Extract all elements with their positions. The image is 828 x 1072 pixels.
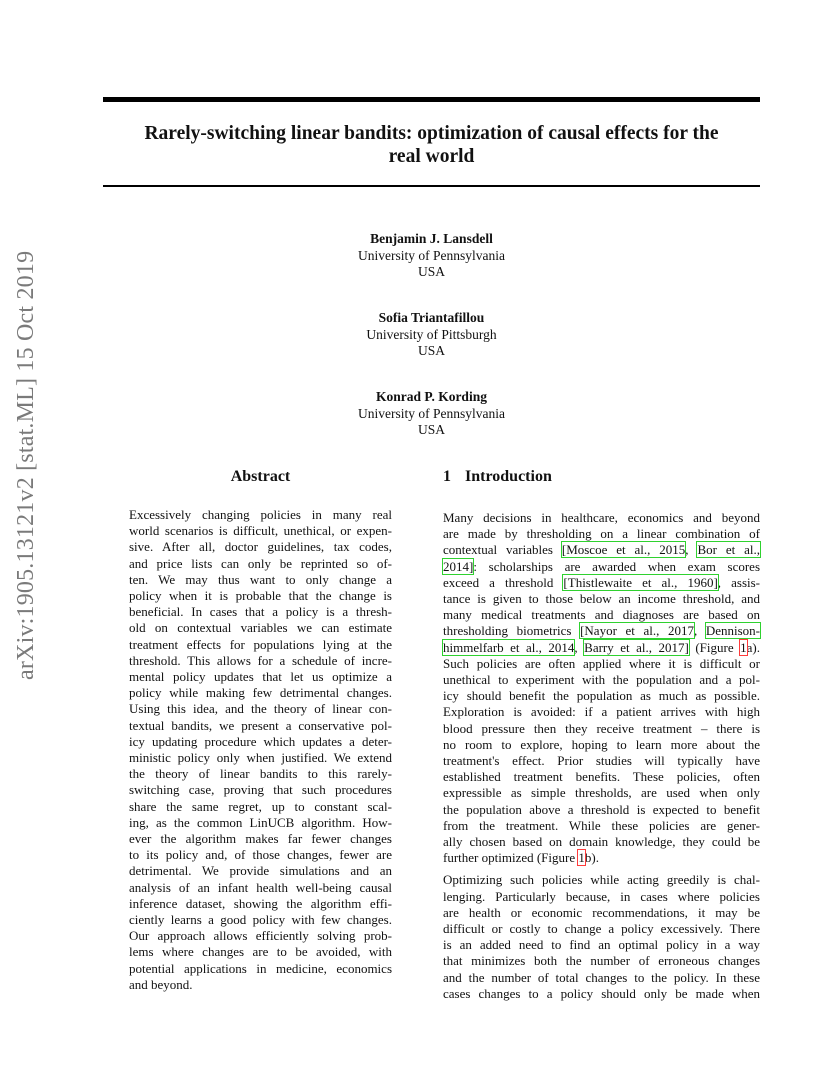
intro-line: lenging. Particularly because, in cases where policies bbox=[443, 888, 760, 904]
abstract-line: Our approach allows efficiently solving prob- bbox=[129, 928, 392, 944]
abstract-line: and beyond. bbox=[129, 976, 193, 992]
abstract-line: the theory of linear bandits to this rarely- bbox=[129, 766, 392, 782]
intro-line: thresholding biometrics [Nayor et al., 2017, Dennison- bbox=[443, 623, 760, 639]
intro-line: further optimized (Figure 1b). bbox=[443, 850, 599, 866]
abstract-line: threshold. This allows for a schedule of incre- bbox=[129, 652, 392, 668]
abstract-line: treatment effects for populations lying at the bbox=[129, 636, 392, 652]
citation-link[interactable]: Bor et al., bbox=[697, 542, 761, 558]
abstract-line: ciently learns a good policy with few changes. bbox=[129, 912, 392, 928]
introduction-body bbox=[443, 510, 760, 1008]
abstract-line: potential applications in medicine, economics bbox=[129, 960, 392, 976]
abstract-line: ten. We may thus want to only change a bbox=[129, 571, 392, 587]
citation-link[interactable]: [Nayor et al., 2017 bbox=[580, 623, 694, 639]
abstract-line: analysis of an infant health well-being causal bbox=[129, 879, 392, 895]
intro-line: 2014]: scholarships are awarded when exam scores bbox=[443, 558, 760, 574]
intro-line: tance is given to those below an income threshold, and bbox=[443, 591, 760, 607]
intro-paragraph bbox=[443, 872, 760, 1002]
author-block bbox=[103, 231, 760, 281]
intro-line: Exploration is avoided: if a patient arrives with high bbox=[443, 704, 760, 720]
intro-line: Many decisions in healthcare, economics and beyond bbox=[443, 510, 760, 525]
author-name: Konrad P. Kording bbox=[376, 389, 487, 404]
intro-line: are made by thresholding on a linear combination of bbox=[443, 526, 760, 542]
intro-line: expressible as simple thresholds, are used when only bbox=[443, 785, 760, 801]
title-rule-top bbox=[103, 97, 760, 102]
figure-ref-link[interactable]: 1 bbox=[740, 639, 747, 655]
abstract-line: ever the algorithm makes far fewer changes bbox=[129, 831, 392, 847]
citation-link[interactable]: himmelfarb et al., 2014 bbox=[443, 639, 575, 655]
abstract-line: policy when it is probable that the change is bbox=[129, 588, 392, 604]
abstract-line: share the same regret, up to constant scal- bbox=[129, 798, 392, 814]
abstract-line: detrimental. We provide simulations and an bbox=[129, 863, 392, 879]
title-line: real world bbox=[388, 146, 475, 167]
abstract-line: world scenarios is difficult, unethical, or expen- bbox=[129, 523, 392, 539]
intro-line: unethical to experiment with the population and a pol- bbox=[443, 672, 760, 688]
author-block bbox=[103, 310, 760, 360]
author-country: USA bbox=[417, 422, 445, 437]
section-title: Introduction bbox=[465, 468, 552, 485]
author-affiliation: University of Pennsylvania bbox=[358, 247, 505, 263]
citation-link[interactable]: Dennison- bbox=[705, 623, 760, 639]
abstract-body bbox=[129, 507, 392, 993]
author-country: USA bbox=[417, 343, 445, 358]
intro-line: and the number of total changes to the policy. In these bbox=[443, 969, 760, 985]
abstract-line: old on contextual variables we can estimate bbox=[129, 620, 392, 636]
intro-line: are health or economic recommendations, it may be bbox=[443, 904, 760, 920]
abstract-line: Excessively changing policies in many real bbox=[129, 507, 392, 522]
intro-line: contextual variables [Moscoe et al., 2015, Bor et al., bbox=[443, 542, 761, 558]
intro-line: Optimizing such policies while acting greedily is chal- bbox=[443, 872, 760, 888]
intro-line: established treatment benefits. These policies, often bbox=[443, 769, 760, 785]
intro-line: from the treatment. While these policies are gener- bbox=[443, 817, 760, 833]
section-number: 1 bbox=[443, 468, 451, 485]
intro-line: is an added need to find an optimal policy in a way bbox=[443, 937, 760, 953]
citation-link[interactable]: [Moscoe et al., 2015 bbox=[561, 542, 686, 558]
abstract-line: icy updating procedure which updates a deter- bbox=[129, 733, 392, 749]
intro-line: that minimizes both the number of erroneous changes bbox=[443, 953, 760, 969]
author-name: Sofia Triantafillou bbox=[378, 310, 485, 325]
abstract-heading: Abstract bbox=[230, 468, 291, 485]
intro-line: himmelfarb et al., 2014, Barry et al., 2017] (Figure 1a). bbox=[443, 639, 760, 655]
figure-ref-link[interactable]: 1 bbox=[578, 850, 585, 866]
citation-link[interactable]: [Thistlewaite et al., 1960] bbox=[563, 574, 718, 590]
intro-line: Such policies are often applied where it is difficult or bbox=[443, 655, 760, 671]
abstract-line: policy while making few detrimental changes. bbox=[129, 685, 392, 701]
abstract-line: mental policy updates that let us optimize a bbox=[129, 669, 392, 685]
intro-line: the population above a threshold is expected to benefit bbox=[443, 801, 760, 817]
intro-line: cases changes to a policy should only be made when bbox=[443, 985, 760, 1001]
arxiv-identifier: arXiv:1905.13121v2 [stat.ML] 15 Oct 2019 bbox=[13, 250, 39, 680]
title-line: Rarely-switching linear bandits: optimization of causal effects for the bbox=[144, 123, 719, 144]
intro-line: many medical treatments and diagnoses are based on bbox=[443, 607, 760, 623]
intro-line: exceed a threshold [Thistlewaite et al., 1960], assis- bbox=[443, 574, 760, 590]
intro-paragraph bbox=[443, 510, 760, 866]
author-block bbox=[103, 389, 760, 439]
abstract-line: inference dataset, showing the algorithm effi- bbox=[129, 895, 392, 911]
abstract-line: sive. After all, doctor guidelines, tax codes, bbox=[129, 539, 392, 555]
abstract-line: switching case, proving that such procedures bbox=[129, 782, 392, 798]
author-affiliation: University of Pittsburgh bbox=[366, 326, 497, 342]
abstract-line: textual bandits, we present a conservative pol- bbox=[129, 717, 392, 733]
intro-line: no room to explore, hoping to learn more about the bbox=[443, 736, 760, 752]
intro-line: ally chosen based on domain knowledge, they could be bbox=[443, 834, 760, 850]
abstract-line: lems where changes are to be avoided, with bbox=[129, 944, 392, 960]
title-rule-bottom bbox=[103, 185, 760, 187]
abstract-line: ministic policy only when justified. We extend bbox=[129, 750, 392, 766]
abstract-line: and price lists can only be reprinted so of- bbox=[129, 555, 392, 571]
intro-line: difficult or costly to change a policy excessively. There bbox=[443, 921, 760, 937]
intro-line: treatment's effect. Prior studies will typically have bbox=[443, 753, 760, 769]
author-name: Benjamin J. Lansdell bbox=[370, 231, 493, 246]
citation-link[interactable]: 2014] bbox=[443, 558, 474, 574]
introduction-heading bbox=[443, 467, 552, 487]
abstract-line: ing, as the common LinUCB algorithm. How- bbox=[129, 814, 392, 830]
author-country: USA bbox=[417, 264, 445, 279]
citation-link[interactable]: Barry et al., 2017] bbox=[584, 639, 689, 655]
abstract-line: Using this idea, and the theory of linear con- bbox=[129, 701, 392, 717]
abstract-line: to its policy and, of those changes, fewer are bbox=[129, 847, 392, 863]
intro-line: blood pressure then they receive treatment – there is bbox=[443, 720, 760, 736]
intro-line: icy should benefit the population as much as possible. bbox=[443, 688, 760, 704]
author-affiliation: University of Pennsylvania bbox=[358, 405, 505, 421]
paper-title bbox=[103, 122, 760, 168]
abstract-line: beneficial. In cases that a policy is a thresh- bbox=[129, 604, 392, 620]
